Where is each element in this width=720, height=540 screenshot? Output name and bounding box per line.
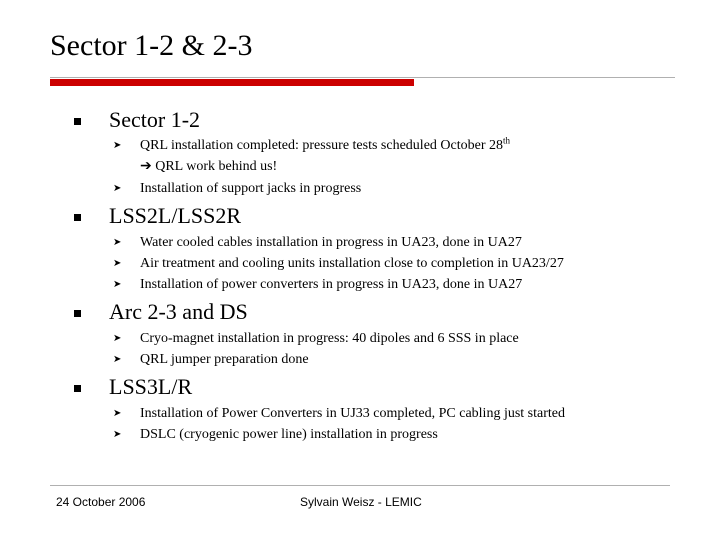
square-bullet-icon xyxy=(74,385,81,392)
arrowhead-bullet-icon: ➤ xyxy=(113,279,122,290)
title-rule xyxy=(50,77,675,78)
square-bullet-icon xyxy=(74,118,81,125)
arrowhead-bullet-icon: ➤ xyxy=(113,429,122,440)
section-heading-lss3: LSS3L/R xyxy=(109,374,193,399)
square-bullet-icon xyxy=(74,310,81,317)
list-item-continuation: ➔ QRL work behind us! xyxy=(140,159,278,174)
list-item: Cryo-magnet installation in progress: 40 dipoles and 6 SSS in place xyxy=(140,331,519,346)
footer-date: 24 October 2006 xyxy=(56,495,146,509)
footer-author: Sylvain Weisz - LEMIC xyxy=(300,495,422,509)
title-accent-bar xyxy=(50,79,414,86)
list-item: Installation of support jacks in progress xyxy=(140,181,362,196)
arrowhead-bullet-icon: ➤ xyxy=(113,183,122,194)
footer-rule xyxy=(50,485,670,486)
section-heading-lss2: LSS2L/LSS2R xyxy=(109,203,242,228)
list-item: Installation of Power Converters in UJ33 completed, PC cabling just started xyxy=(140,406,565,421)
list-item: Installation of power converters in progress in UA23, done in UA27 xyxy=(140,277,523,292)
list-item: DSLC (cryogenic power line) installation in progress xyxy=(140,427,438,442)
list-item: QRL jumper preparation done xyxy=(140,352,309,367)
list-item: Water cooled cables installation in progress in UA23, done in UA27 xyxy=(140,235,522,250)
list-item: Air treatment and cooling units installation close to completion in UA23/27 xyxy=(140,256,564,271)
section-heading-sector-1-2: Sector 1-2 xyxy=(109,107,201,132)
arrowhead-bullet-icon: ➤ xyxy=(113,354,122,365)
arrowhead-bullet-icon: ➤ xyxy=(113,258,122,269)
arrowhead-bullet-icon: ➤ xyxy=(113,333,122,344)
square-bullet-icon xyxy=(74,214,81,221)
arrowhead-bullet-icon: ➤ xyxy=(113,140,122,151)
list-item: QRL installation completed: pressure tests scheduled October 28th xyxy=(140,135,511,153)
section-heading-arc-2-3: Arc 2-3 and DS xyxy=(109,299,248,324)
arrowhead-bullet-icon: ➤ xyxy=(113,408,122,419)
arrowhead-bullet-icon: ➤ xyxy=(113,237,122,248)
slide-title: Sector 1-2 & 2-3 xyxy=(50,29,253,62)
